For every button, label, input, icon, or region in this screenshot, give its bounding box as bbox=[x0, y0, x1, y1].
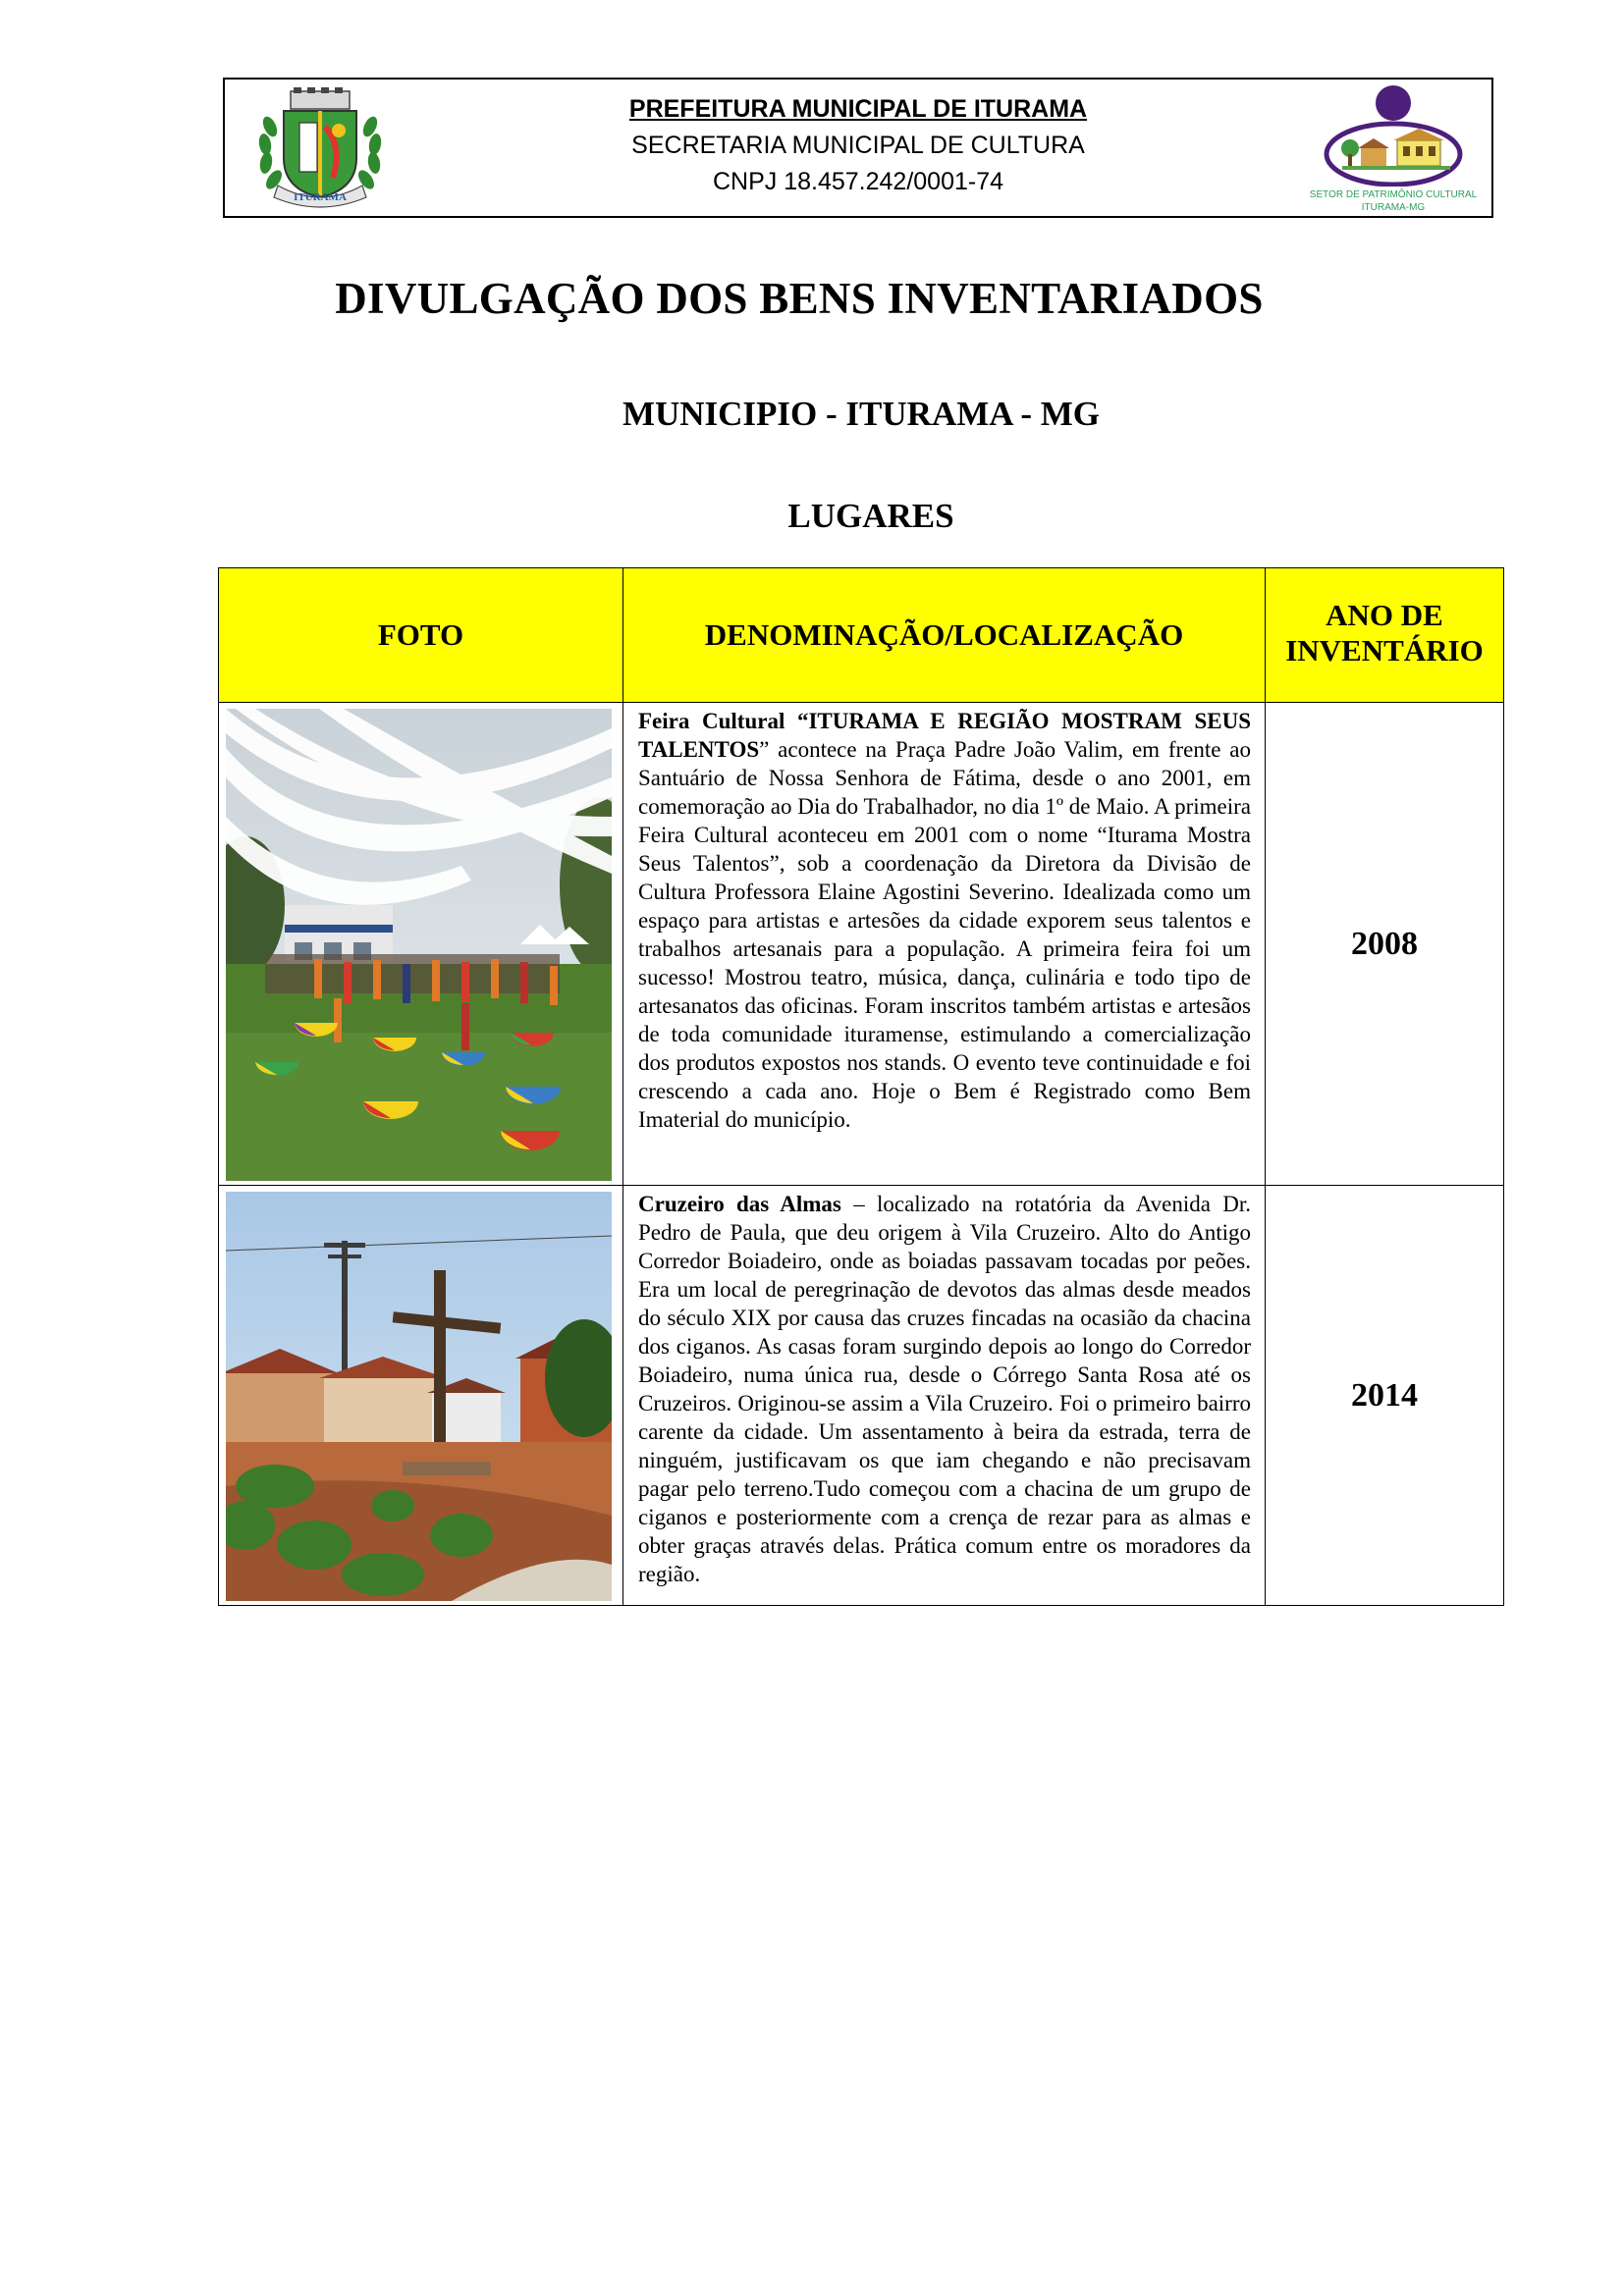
cnpj-number: CNPJ 18.457.242/0001-74 bbox=[712, 168, 1004, 195]
letterhead-text bbox=[225, 91, 1491, 200]
patrimonio-caption-line1: SETOR DE PATRIMÔNIO CULTURAL bbox=[1309, 189, 1478, 200]
year-cell bbox=[1266, 703, 1504, 1186]
table-row bbox=[219, 703, 1504, 1186]
inventory-year: 2014 bbox=[1351, 1376, 1418, 1414]
header-foto: FOTO bbox=[219, 568, 623, 703]
feira-cultural-photo bbox=[226, 709, 612, 1181]
header-ano bbox=[1266, 568, 1504, 703]
header-ano-label: ANO DE INVENTÁRIO bbox=[1285, 598, 1484, 667]
photo-cell bbox=[219, 703, 623, 1186]
patrimonio-caption-line2: ITURAMA-MG bbox=[1361, 202, 1426, 213]
crest-ribbon-text: ITURAMA bbox=[294, 191, 347, 203]
inventory-year: 2008 bbox=[1351, 925, 1418, 962]
header-denominacao: DENOMINAÇÃO/LOCALIZAÇÃO bbox=[623, 568, 1266, 703]
inventory-table bbox=[218, 567, 1504, 1606]
patrimonio-cultural-logo bbox=[1307, 83, 1480, 215]
bem-description: ” acontece na Praça Padre João Valim, em frente ao Santuário de Nossa Senhora de Fátima, desde o ano 2001, em comemoração ao Dia do Trabalhador, no dia 1º de Maio. A primeira Feira Cultural aconteceu em 2001 com o nome “Iturama Mostra Seus Talentos”, sob a coordenação da Diretora da Divisão de Cultura Professora Elaine Agostini Severino. Idealizada como um espaço para artistas e artesões da cidade exporem seus talentos e trabalhos artesanais para a população. A primeira feira foi um sucesso! Mostrou teatro, música, dança, culinária e todo tipo de artesanatos das oficinas. Foram inscritos também artistas e artesãos de toda comunidade ituramense, estimulando a comercialização dos produtos expostos nos stands. O evento teve continuidade e foi crescendo a cada ano. Hoje o Bem é Registrado como Bem Imaterial do município. bbox=[638, 737, 1251, 1132]
year-cell bbox=[1266, 1186, 1504, 1606]
letterhead bbox=[223, 78, 1493, 218]
patrimonio-caption bbox=[1307, 188, 1480, 214]
table-row bbox=[219, 1186, 1504, 1606]
document-title: DIVULGAÇÃO DOS BENS INVENTARIADOS bbox=[335, 274, 1264, 323]
description-cell bbox=[623, 1186, 1266, 1606]
municipio-subtitle: MUNICIPIO - ITURAMA - MG bbox=[622, 395, 1101, 433]
photo-cell bbox=[219, 1186, 623, 1606]
description-cell bbox=[623, 703, 1266, 1186]
cruzeiro-das-almas-photo bbox=[226, 1192, 612, 1601]
section-title: LUGARES bbox=[787, 497, 954, 535]
bem-description: – localizado na rotatória da Avenida Dr. Pedro de Paula, que deu origem à Vila Cruzeiro. Alto do Antigo Corredor Boiadeiro, onde as boiadas passavam tocadas por peões. Era um local de peregrinação de devotos das almas desde meados do século XIX por causa das cruzes fincadas na ocasião da chacina dos ciganos. As casas foram surgindo depois ao longo do Corredor Boiadeiro, numa única rua, desde o Córrego Santa Rosa até os Cruzeiros. Originou-se assim a Vila Cruzeiro. Foi o primeiro bairro carente da cidade. Um assentamento à beira da estrada, terra de ninguém, justificavam os que iam chegando e não precisavam pagar pelo terreno.Tudo começou com a chacina de um grupo de ciganos e posteriormente com a crença de rezar para as almas e obter graças através delas. Prática comum entre os moradores da região. bbox=[638, 1192, 1251, 1586]
secretaria-name: SECRETARIA MUNICIPAL DE CULTURA bbox=[631, 132, 1085, 159]
prefeitura-name: PREFEITURA MUNICIPAL DE ITURAMA bbox=[628, 95, 1088, 123]
bem-name: Cruzeiro das Almas bbox=[638, 1192, 841, 1216]
bem-name: Feira Cultural “ITURAMA E REGIÃO MOSTRAM SEUS TALENTOS bbox=[638, 709, 1251, 762]
table-header-row bbox=[219, 568, 1504, 703]
patrimonio-emblem-icon bbox=[1307, 83, 1480, 187]
